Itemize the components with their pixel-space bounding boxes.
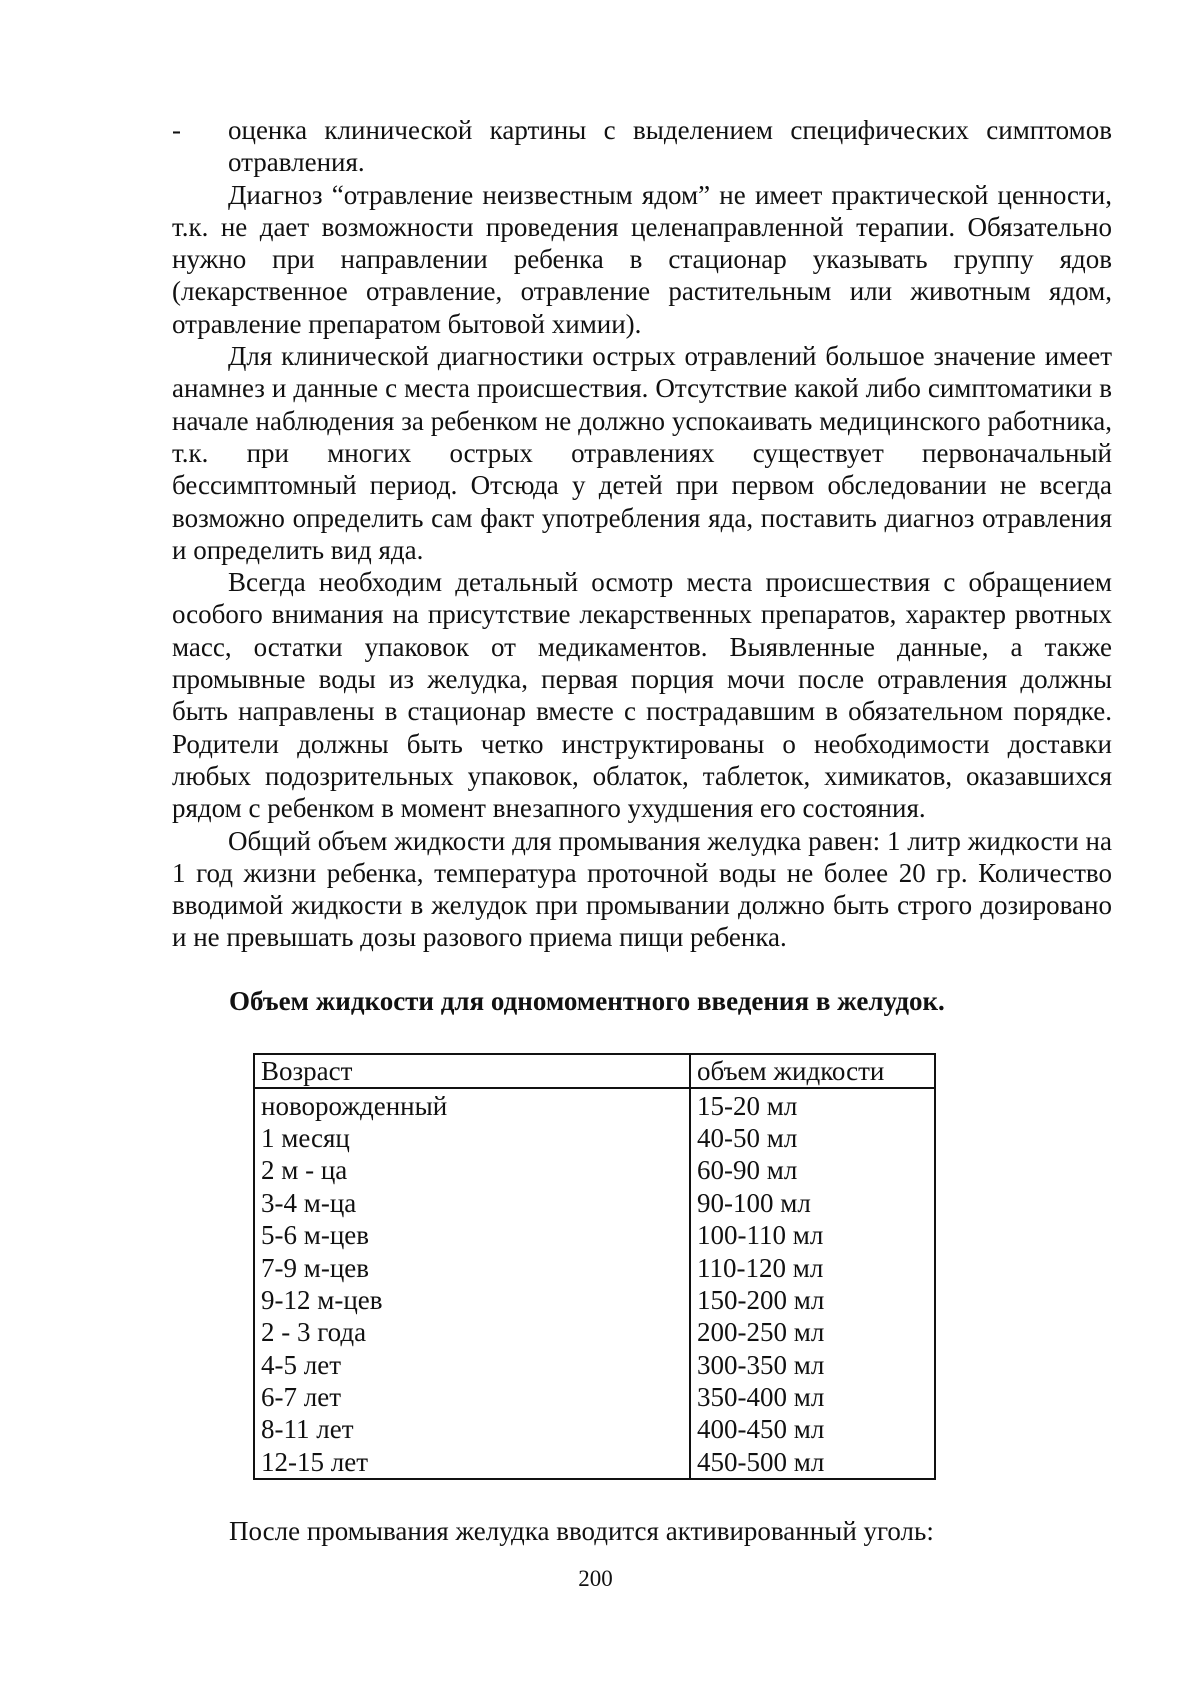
age-cell: 2 м - ца [254, 1154, 690, 1186]
age-cell: 1 месяц [254, 1122, 690, 1154]
table-row [254, 1284, 935, 1316]
volume-cell: 200-250 мл [690, 1316, 935, 1348]
closing-line: После промывания желудка вводится активированный уголь: [229, 1516, 934, 1546]
header-volume: объем жидкости [690, 1054, 935, 1088]
table-row [254, 1381, 935, 1413]
age-cell: 12-15 лет [254, 1446, 690, 1479]
volume-cell: 450-500 мл [690, 1446, 935, 1479]
table-row [254, 1088, 935, 1121]
age-cell: 7-9 м-цев [254, 1251, 690, 1283]
age-cell: 2 - 3 года [254, 1316, 690, 1348]
volume-cell: 60-90 мл [690, 1154, 935, 1186]
age-cell: 8-11 лет [254, 1413, 690, 1445]
volume-table [253, 1053, 936, 1480]
paragraph-lavage-volume: Общий объем жидкости для промывания желудка равен: 1 литр жидкости на 1 год жизни ребенка, температура проточной воды не более 20 гр. Количество вводимой жидкости в желудок при промывании должно быть строго дозировано и не превышать дозы разового приема пищи ребенка. [172, 825, 1112, 953]
volume-cell: 90-100 мл [690, 1187, 935, 1219]
volume-cell: 350-400 мл [690, 1381, 935, 1413]
table-row [254, 1187, 935, 1219]
volume-cell: 300-350 мл [690, 1349, 935, 1381]
volume-cell: 150-200 мл [690, 1284, 935, 1316]
table-row [254, 1154, 935, 1186]
age-cell: 3-4 м-ца [254, 1187, 690, 1219]
age-cell: 5-6 м-цев [254, 1219, 690, 1251]
table-row [254, 1251, 935, 1283]
bullet-marker: - [172, 115, 181, 145]
table-row [254, 1316, 935, 1348]
paragraph-clinical-diagnostics: Для клинической диагностики острых отравлений большое значение имеет анамнез и данные с места происшествия. Отсутствие какой либо симптоматики в начале наблюдения за ребенком не должно успокаивать медицинского работника, т.к. при многих острых отравлениях существует первоначальный бессимптомный период. Отсюда у детей при первом обследовании не всегда возможно определить сам факт употребления яда, поставить диагноз отравления и определить вид яда. [172, 341, 1112, 565]
table-row [254, 1349, 935, 1381]
age-cell: 6-7 лет [254, 1381, 690, 1413]
bullet-text: оценка клинической картины с выделением специфических симптомов отравления. [228, 115, 1112, 178]
table-title: Объем жидкости для одномоментного введения в желудок. [229, 986, 945, 1016]
paragraph-diagnosis: Диагноз “отравление неизвестным ядом” не имеет практической ценности, т.к. не дает возможности проведения целенаправленной терапии. Обязательно нужно при направлении ребенка в стационар указывать группу ядов (лекарственное отравление, отравление растительным или животным ядом, отравление препаратом бытовой химии). [172, 179, 1112, 339]
table-row [254, 1446, 935, 1479]
table-header-row [254, 1054, 935, 1088]
volume-cell: 110-120 мл [690, 1251, 935, 1283]
body-text [172, 114, 1112, 954]
age-cell: новорожденный [254, 1088, 690, 1121]
table-row [254, 1219, 935, 1251]
volume-cell: 100-110 мл [690, 1219, 935, 1251]
bullet-item [172, 114, 1112, 179]
volume-cell: 40-50 мл [690, 1122, 935, 1154]
table-row [254, 1413, 935, 1445]
table-row [254, 1122, 935, 1154]
header-age: Возраст [254, 1054, 690, 1088]
volume-cell: 400-450 мл [690, 1413, 935, 1445]
age-cell: 4-5 лет [254, 1349, 690, 1381]
age-cell: 9-12 м-цев [254, 1284, 690, 1316]
paragraph-scene-examination: Всегда необходим детальный осмотр места происшествия с обращением особого внимания на присутствие лекарственных препаратов, характер рвотных масс, остатки упаковок от медикаментов. Выявленные данные, а также промывные воды из желудка, первая порция мочи после отравления должны быть направлены в стационар вместе с пострадавшим в обязательном порядке. Родители должны быть четко инструктированы о необходимости доставки любых подозрительных упаковок, облаток, таблеток, химикатов, оказавшихся рядом с ребенком в момент внезапного ухудшения его состояния. [172, 567, 1112, 824]
volume-cell: 15-20 мл [690, 1088, 935, 1121]
page-number: 200 [578, 1566, 613, 1591]
